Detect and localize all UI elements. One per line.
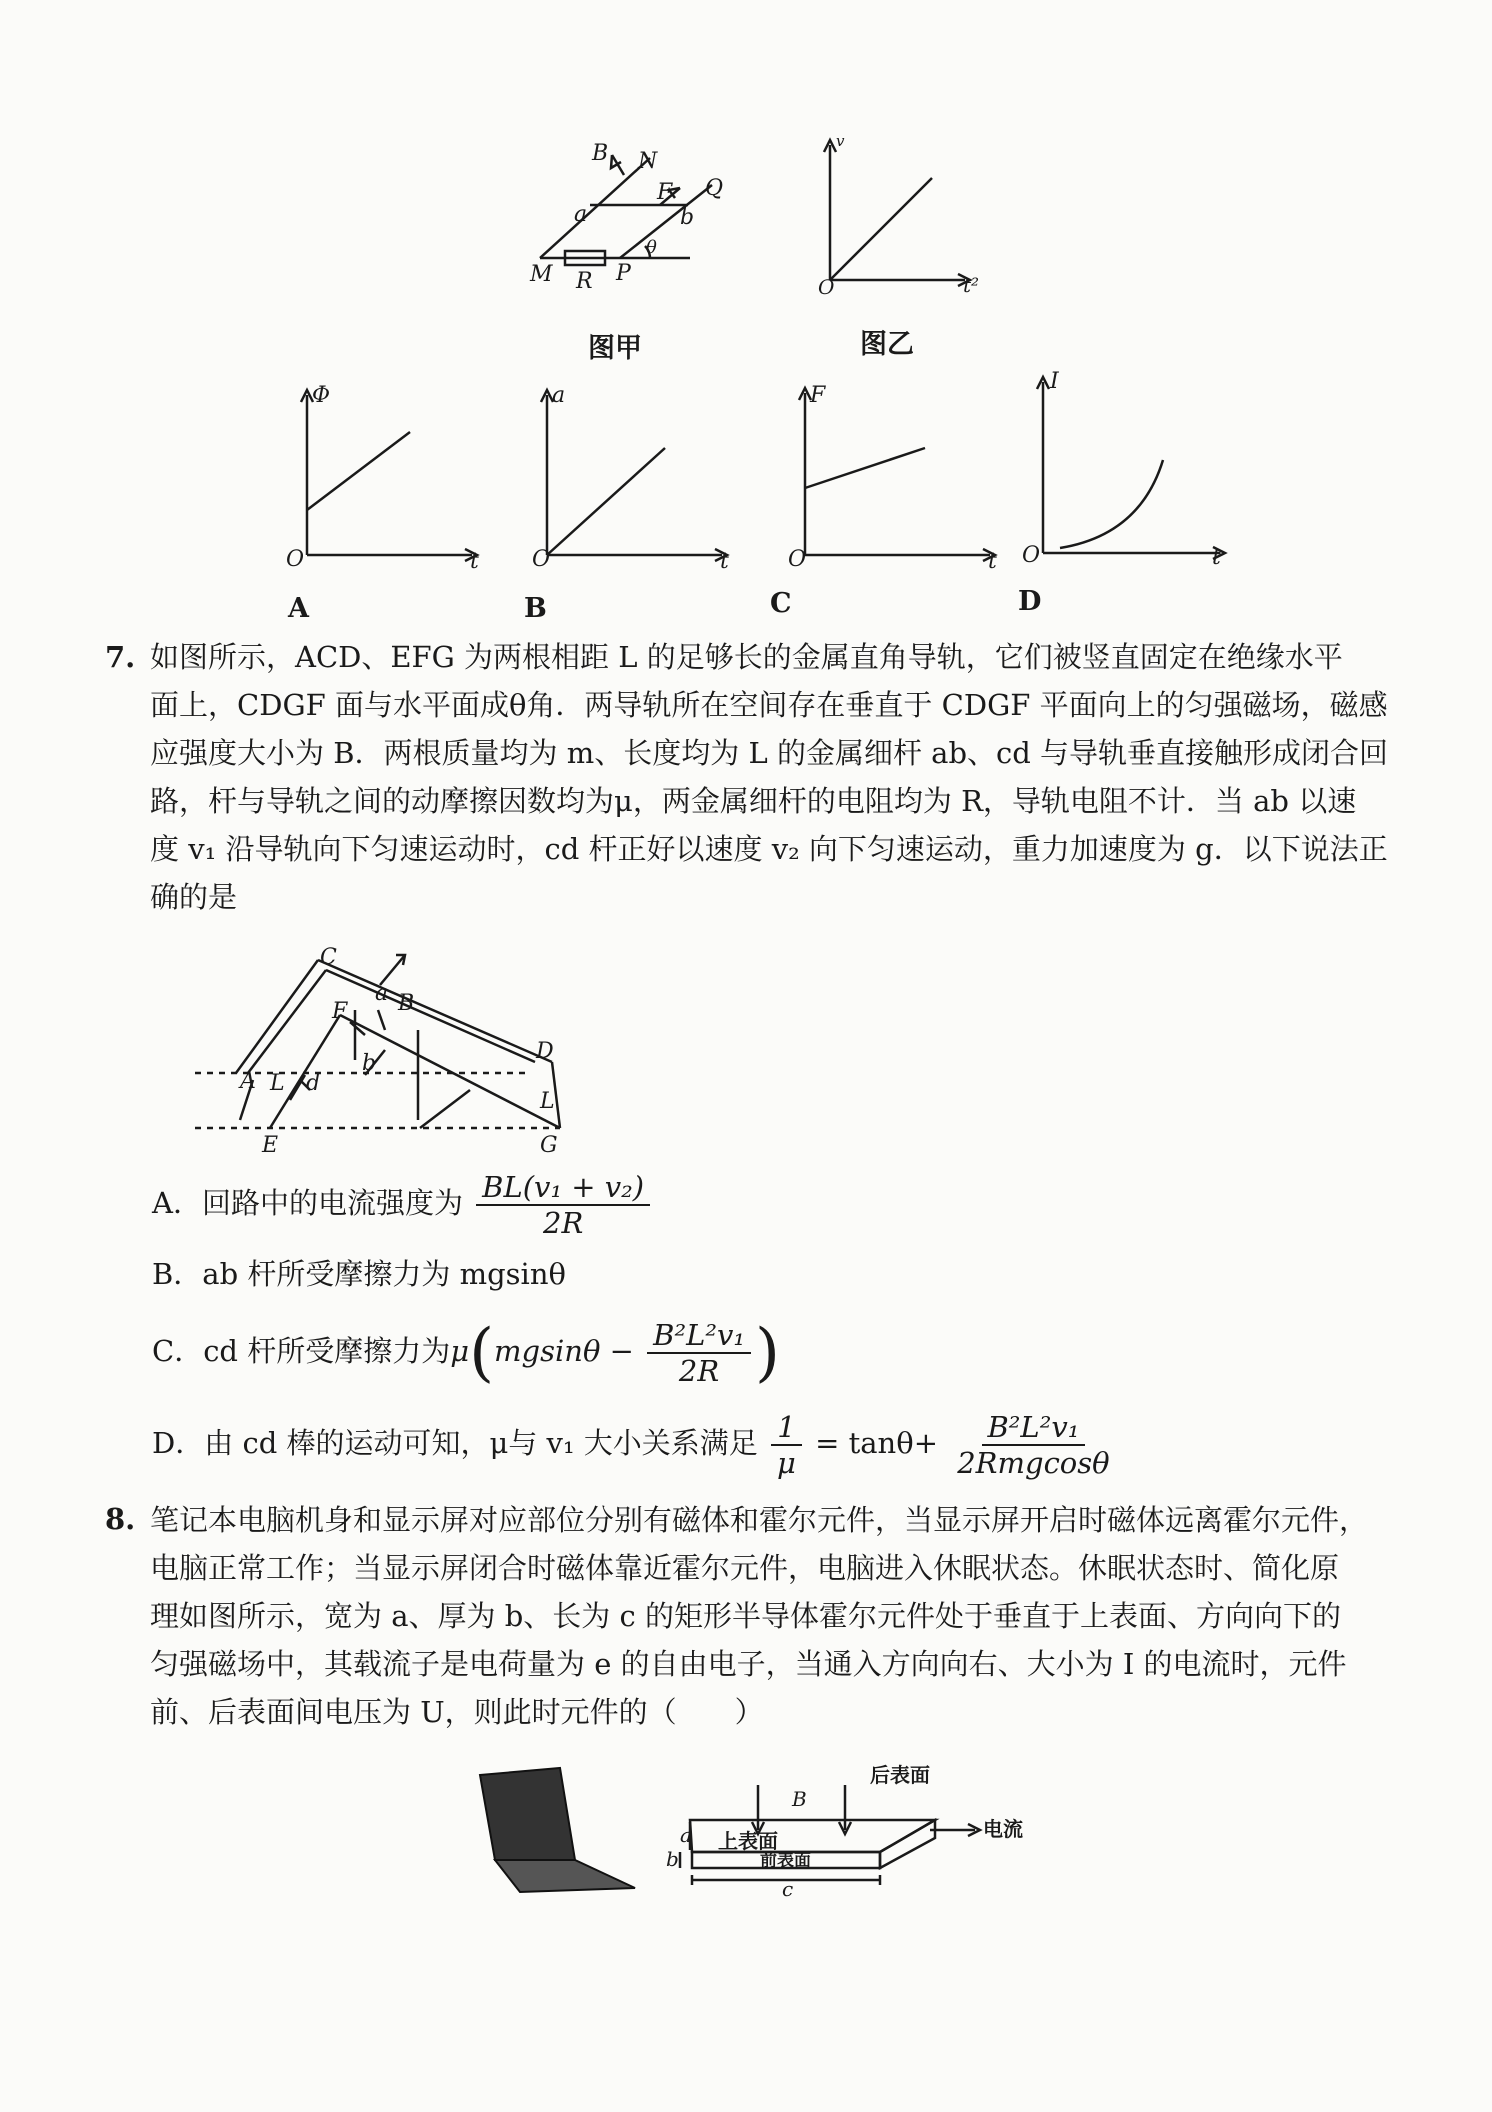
- q7-line: 如图所示，ACD、EFG 为两根相距 L 的足够长的金属直角导轨，它们被竖直固定在绝缘水平: [150, 640, 1343, 674]
- label-a: a: [574, 202, 588, 227]
- q7-option-D-den2: 2Rmgcosθ: [957, 1446, 1110, 1480]
- hatch-2: [290, 1075, 305, 1100]
- rail-CD: [318, 960, 552, 1062]
- label-top-face: 上表面: [718, 1829, 778, 1853]
- q7-option-A[interactable]: [152, 1170, 654, 1240]
- graph-B-line: [547, 448, 665, 555]
- q7-line: 面上，CDGF 面与水平面成θ角．两导轨所在空间存在垂直于 CDGF 平面向上的匀强磁场，磁感: [150, 688, 1388, 722]
- graph-C-ylabel: F: [810, 383, 826, 408]
- support-4: [420, 1090, 470, 1128]
- label-back-face: 后表面: [870, 1763, 930, 1787]
- graph-D-origin: O: [1022, 543, 1041, 568]
- q7-option-D-fraction-2: [951, 1410, 1115, 1480]
- graph-D: [1037, 377, 1225, 559]
- q8-line: 理如图所示，宽为 a、厚为 b、长为 c 的矩形半导体霍尔元件处于垂直于上表面、方向向下的: [150, 1599, 1341, 1633]
- q7-option-D-num1: 1: [771, 1410, 801, 1446]
- graph-B-xlabel: t: [720, 549, 729, 574]
- label-dim-a: a: [680, 1823, 692, 1847]
- graph-A: [301, 390, 477, 561]
- rod-ab: [378, 1010, 385, 1030]
- label-M: M: [530, 262, 553, 287]
- q7-label-G: G: [540, 1133, 558, 1158]
- graph-D-curve: [1060, 460, 1163, 548]
- hall-side-face: [880, 1820, 935, 1868]
- caption-yi: 图乙: [860, 329, 914, 360]
- q7-label-C: C: [320, 945, 337, 970]
- graph-D-ylabel: I: [1050, 369, 1059, 394]
- q7-label-D: D: [536, 1039, 554, 1064]
- q7-option-C[interactable]: [152, 1318, 780, 1388]
- caption-jia: 图甲: [588, 333, 642, 364]
- label-N: N: [638, 149, 658, 174]
- q7-label-B: B: [398, 991, 415, 1016]
- graph-C-origin: O: [788, 547, 807, 572]
- q7-option-D-num2: B²L²v₁: [982, 1410, 1086, 1446]
- q7-option-D-mid: = tanθ+: [815, 1426, 938, 1460]
- label-B: B: [592, 141, 609, 166]
- q7-option-C-fraction: [647, 1318, 751, 1388]
- q8-line: 电脑正常工作；当显示屏闭合时磁体靠近霍尔元件，电脑进入休眠状态。休眠状态时、简化原: [150, 1551, 1340, 1585]
- q7-option-A-den: 2R: [543, 1206, 584, 1240]
- graph-B-letter: B: [524, 593, 547, 624]
- graph-C-xlabel: t: [988, 549, 997, 574]
- rail-CD-inner: [326, 970, 535, 1062]
- laptop-base: [495, 1860, 635, 1892]
- q7-line: 路，杆与导轨之间的动摩擦因数均为μ，两金属细杆的电阻均为 R，导轨电阻不计．当 ab 以速: [150, 784, 1357, 818]
- graph-letters: [287, 586, 1041, 624]
- graph-A-line: [307, 432, 410, 510]
- figure-yi-labels: [818, 132, 979, 299]
- q7-option-C-num: B²L²v₁: [647, 1318, 751, 1354]
- q7-option-C-mu: μ: [450, 1334, 470, 1368]
- label-theta: θ: [646, 237, 657, 258]
- graph-D-letter: D: [1018, 586, 1042, 617]
- graph-B-ylabel: a: [552, 383, 566, 408]
- q8-line: 匀强磁场中，其载流子是电荷量为 e 的自由电子，当通入方向向右、大小为 I 的电流时，元件: [150, 1647, 1347, 1681]
- yi-xlabel: t²: [963, 273, 980, 297]
- label-F: F: [657, 180, 673, 205]
- q7-label-d: d: [306, 1071, 321, 1096]
- graph-A-xlabel: t: [470, 549, 479, 574]
- q8-number: 8.: [105, 1502, 136, 1536]
- graph-B: [541, 390, 727, 561]
- graph-A-letter: A: [288, 593, 309, 624]
- graph-C-letter: C: [770, 588, 792, 619]
- graph-D-xlabel: t: [1212, 545, 1221, 570]
- q7-label-a: a: [375, 981, 389, 1006]
- rail-AC: [236, 960, 318, 1073]
- graph-A-origin: O: [286, 547, 305, 572]
- label-current: 电流: [983, 1817, 1023, 1841]
- graph-C-line: [805, 448, 925, 488]
- laptop-picture: [480, 1768, 635, 1892]
- q7-option-C-rparen: ): [754, 1316, 780, 1390]
- q7-label-b: b: [362, 1051, 377, 1076]
- graph-C: [799, 388, 995, 561]
- q7-label-A: A: [240, 1069, 256, 1094]
- q7-option-C-prefix: C．cd 杆所受摩擦力为: [152, 1334, 451, 1368]
- label-R: R: [576, 269, 593, 294]
- q7-line: 度 v₁ 沿导轨向下匀速运动时，cd 杆正好以速度 v₂ 向下匀速运动，重力加速度为 g．以下说法正: [150, 832, 1388, 866]
- label-dim-b: b: [666, 1847, 679, 1871]
- q7-label-F: F: [332, 999, 348, 1024]
- label-dim-c: c: [782, 1877, 794, 1901]
- q7-option-B[interactable]: B．ab 杆所受摩擦力为 mgsinθ: [152, 1257, 566, 1291]
- label-Q: Q: [705, 176, 724, 201]
- q7-stem: [150, 633, 1390, 921]
- laptop-screen: [480, 1768, 575, 1860]
- q7-option-A-fraction: [476, 1170, 650, 1240]
- q7-option-D-den1: μ: [777, 1446, 796, 1480]
- yi-origin: O: [818, 275, 835, 299]
- label-P: P: [616, 261, 631, 286]
- graph-A-ylabel: Φ: [312, 383, 331, 408]
- q7-option-C-lparen: (: [469, 1316, 495, 1390]
- label-hall-B: B: [792, 1787, 807, 1811]
- label-b: b: [680, 205, 695, 230]
- q7-option-D-fraction-1: [771, 1410, 802, 1480]
- q7-option-D[interactable]: [152, 1410, 1120, 1480]
- q7-option-A-num: BL(v₁ + v₂): [476, 1170, 650, 1206]
- q8-line: 前、后表面间电压为 U，则此时元件的（ ）: [150, 1695, 764, 1729]
- yi-ylabel: v: [836, 132, 845, 150]
- figure-yi: [824, 140, 970, 286]
- yi-line: [830, 178, 932, 280]
- q7-option-C-den: 2R: [678, 1354, 720, 1388]
- q7-option-D-prefix: D．由 cd 棒的运动可知，μ与 v₁ 大小关系满足: [152, 1426, 758, 1460]
- rail-left: [540, 158, 650, 258]
- q7-label-L2: L: [540, 1089, 555, 1114]
- figure-jia-labels: [529, 141, 723, 294]
- q7-line: 确的是: [150, 880, 238, 914]
- graph-B-origin: O: [532, 547, 551, 572]
- q7-number: 7.: [105, 640, 136, 674]
- q7-line: 应强度大小为 B．两根质量均为 m、长度均为 L 的金属细杆 ab、cd 与导轨垂直接触形成闭合回: [150, 736, 1389, 770]
- q8-stem: [150, 1496, 1400, 1736]
- q7-option-A-prefix: A．回路中的电流强度为: [152, 1186, 463, 1220]
- label-front-face: 前表面: [760, 1851, 811, 1871]
- q7-label-E: E: [262, 1133, 279, 1158]
- q7-option-C-inner: mgsinθ −: [494, 1334, 634, 1368]
- q8-line: 笔记本电脑机身和显示屏对应部位分别有磁体和霍尔元件，当显示屏开启时磁体远离霍尔元件，: [150, 1503, 1369, 1537]
- q7-label-L1: L: [270, 1071, 285, 1096]
